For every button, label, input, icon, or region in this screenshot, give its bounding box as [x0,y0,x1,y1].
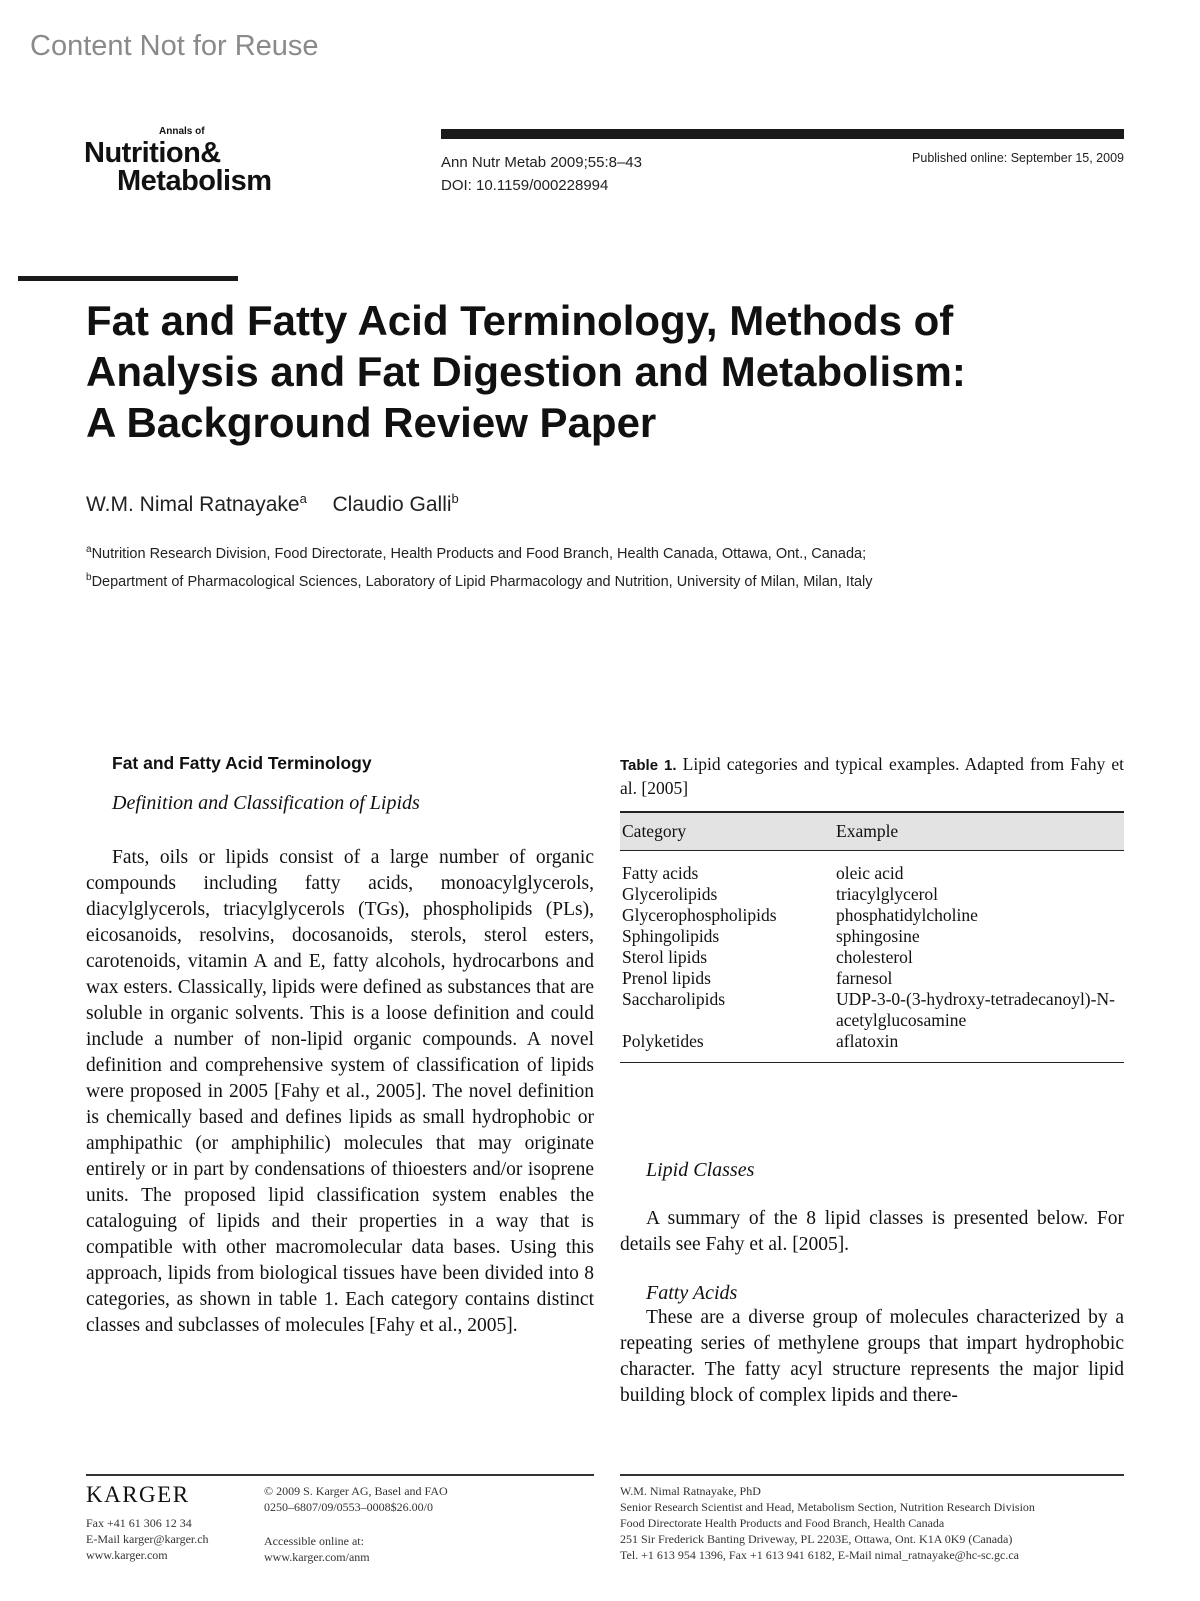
corr-contact: Tel. +1 613 954 1396, Fax +1 613 941 6182, E-Mail nimal_ratnayake@hc-sc.gc.ca [620,1548,1019,1562]
accessible-online [264,1533,370,1565]
publisher-logo: KARGER [86,1482,190,1507]
category-cell: Fatty acids [622,863,699,883]
copyright-block [264,1483,448,1515]
table-row [620,851,1124,885]
example-cell: UDP-3-0-(3-hydroxy-tetradecanoyl)-N-acetylglucosamine [836,989,1115,1030]
right-column [620,753,1124,1409]
logo-line-2: Metabolism [117,165,272,197]
accessible-label: Accessible online at: [264,1534,364,1548]
accessible-url: www.karger.com/anm [264,1550,370,1564]
category-cell: Glycerophospholipids [622,905,777,925]
table-label: Table 1. [620,757,677,774]
author-list [86,491,459,517]
example-cell: cholesterol [836,947,913,967]
logo-annals-text: Annals of [159,126,205,137]
example-cell: triacylglycerol [836,884,939,904]
publisher-email: E-Mail karger@karger.ch [86,1532,209,1546]
table-row [620,947,1124,968]
publisher-fax: Fax +41 61 306 12 34 [86,1516,192,1530]
body-paragraph: Fats, oils or lipids consist of a large number of organic compounds including fatty acids, monoacylglycerols, diacylglycerols, triacylglycerols (TGs), phospholipids (PLs), eicosanoids, resolvins, docosanoids, sterols, sterol esters, carotenoids, vitamin A and E, fatty alcohols, hydrocarbons and wax esters. Classically, lipids were defined as substances that are soluble in organic solvents. This is a loose definition and could include a number of non-lipid organic compounds. A novel definition and comprehensive system of classification of lipids were proposed in 2005 [Fahy et al., 2005]. The novel definition is chemically based and defines lipids as small hydrophobic or amphipathic (or amphiphilic) molecules that may originate entirely or in part by condensations of thioesters and/or isoprene units. The proposed lipid classification system enables the cataloguing of lipids and their properties in a way that is compatible with other macromolecular data bases. Using this approach, lipids from biological tissues have been divided into 8 categories, as shown in table 1. Each category contains distinct classes and subclasses of molecules [Fahy et al., 2005]. [86,847,594,1336]
journal-reference [441,151,642,197]
example-cell: oleic acid [836,863,904,883]
lipid-classes-paragraph: A summary of the 8 lipid classes is presented below. For details see Fahy et al. [2005]. [620,1208,1124,1255]
logo-line-1: Nutrition& [84,137,221,169]
fatty-acids-paragraph: These are a diverse group of molecules characterized by a repeating series of methylene groups that impart hydrophobic character. The fatty acyl structure represents the major lipid building block of complex lipids and there- [620,1307,1124,1406]
category-cell: Polyketides [620,1031,834,1063]
footer-rule-right [620,1474,1124,1476]
example-cell: aflatoxin [834,1031,1124,1063]
doi: DOI: 10.1159/000228994 [441,177,609,194]
table-row [620,989,1124,1031]
fatty-acids-heading: Fatty Acids [646,1282,738,1304]
title-rule [18,276,238,281]
copyright: © 2009 S. Karger AG, Basel and FAO [264,1484,448,1498]
correspondence-block [620,1483,1130,1563]
table-row [620,884,1124,905]
header-rule [441,129,1124,139]
published-date: Published online: September 15, 2009 [912,151,1124,165]
citation: Ann Nutr Metab 2009;55:8–43 [441,154,642,171]
table-row [620,905,1124,926]
category-cell: Sterol lipids [622,947,708,967]
publisher-contact [86,1515,209,1563]
author-sup: a [299,491,307,506]
affiliation-sup: a [86,544,92,555]
corr-org: Food Directorate Health Products and Food Branch, Health Canada [620,1516,945,1530]
lipid-table [620,811,1124,1063]
corr-address: 251 Sir Frederick Banting Driveway, PL 2203E, Ottawa, Ont. K1A 0K9 (Canada) [620,1532,1013,1546]
author-name: W.M. Nimal Ratnayake [86,493,300,516]
section-heading: Fat and Fatty Acid Terminology [112,753,372,773]
lipid-classes-heading: Lipid Classes [646,1159,755,1181]
footer-rule-left [86,1474,594,1476]
example-cell: phosphatidylcholine [836,905,978,925]
corr-name: W.M. Nimal Ratnayake, PhD [620,1484,761,1498]
table-header-row [620,812,1124,851]
author-sup: b [451,491,459,506]
table-row [620,1031,1124,1063]
table-caption [620,753,1124,799]
table-row [620,968,1124,989]
category-cell: Glycerolipids [622,884,718,904]
header-category: Category [620,812,834,851]
journal-logo [84,126,294,196]
category-cell: Prenol lipids [622,968,711,988]
example-cell: sphingosine [836,926,920,946]
example-cell: farnesol [836,968,893,988]
affiliations [86,538,946,594]
affiliation-sup: b [86,571,92,583]
table-row [620,926,1124,947]
corr-title: Senior Research Scientist and Head, Metabolism Section, Nutrition Research Division [620,1500,1035,1514]
subsection-heading: Definition and Classification of Lipids [112,792,420,814]
watermark: Content Not for Reuse [30,30,319,62]
header-example: Example [834,812,1124,851]
affiliation-a: Nutrition Research Division, Food Directorate, Health Products and Food Branch, Health Canada, Ottawa, Ont., Canada; [91,545,867,562]
table-caption-text: Lipid categories and typical examples. Adapted from Fahy et al. [2005] [620,754,1124,798]
author-name: Claudio Galli [332,493,452,516]
affiliation-b: Department of Pharmacological Sciences, Laboratory of Lipid Pharmacology and Nutrition, University of Milan, Milan, Italy [91,573,873,590]
left-column [86,753,594,1339]
article-title: Fat and Fatty Acid Terminology, Methods of Analysis and Fat Digestion and Metabolism: A Background Review Paper [86,297,966,446]
category-cell: Saccharolipids [622,989,726,1009]
issn: 0250–6807/09/0553–0008$26.00/0 [264,1500,434,1514]
category-cell: Sphingolipids [622,926,720,946]
publisher-website: www.karger.com [86,1548,168,1562]
